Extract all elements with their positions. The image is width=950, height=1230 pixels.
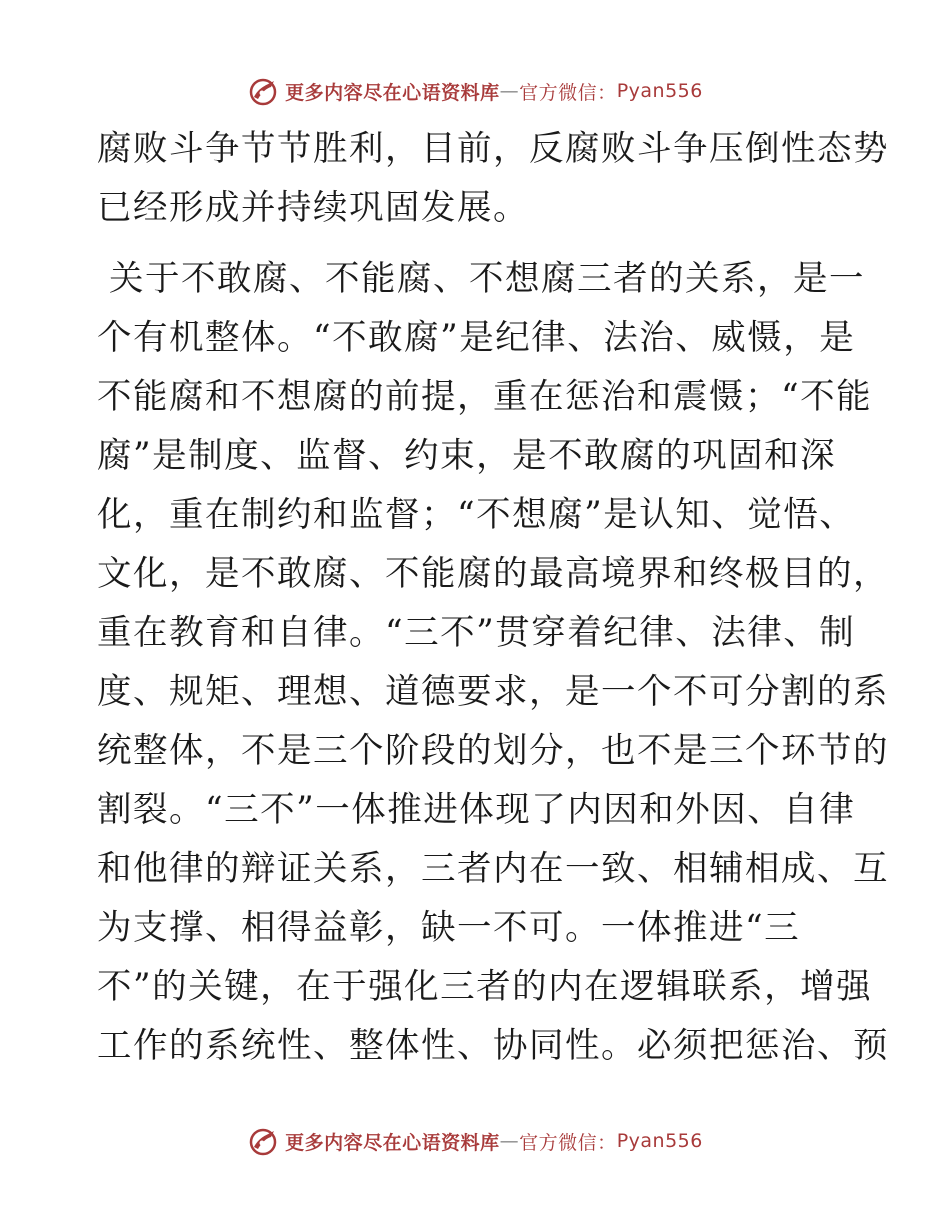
header-banner-id: Pyan556 [616,80,703,102]
text-line: 化，重在制约和监督；“不想腐”是认知、觉悟、 [97,495,856,535]
text-line: 腐”是制度、监督、约束，是不敢腐的巩固和深 [97,436,837,476]
paragraph-2 [97,250,889,1076]
text-line: 文化，是不敢腐、不能腐的最高境界和终极目的， [97,554,889,594]
text-line: 割裂。“三不”一体推进体现了内因和外因、自律 [97,790,856,830]
text-line: 腐败斗争节节胜利，目前，反腐败斗争压倒性态势 [97,129,889,169]
brand-logo-icon [247,1125,279,1157]
text-line: 为支撑、相得益彰，缺一不可。一体推进“三 [97,908,801,948]
text-line: 个有机整体。“不敢腐”是纪律、法治、威慑，是 [97,318,856,358]
text-line: 度、规矩、理想、道德要求，是一个不可分割的系 [97,672,889,712]
text-line: 不能腐和不想腐的前提，重在惩治和震慑；“不能 [97,377,873,417]
header-banner-wechat: 官方微信： [519,81,617,104]
header-banner-dash: — [499,80,520,102]
footer-banner-id: Pyan556 [616,1130,703,1152]
text-line: 工作的系统性、整体性、协同性。必须把惩治、预 [97,1026,889,1066]
footer-banner-wechat: 官方微信： [519,1131,617,1154]
text-line: 已经形成并持续巩固发展。 [97,188,529,228]
text-line: 统整体，不是三个阶段的划分，也不是三个环节的 [97,731,889,771]
header-banner-main: 更多内容尽在心语资料库 [285,81,500,104]
text-line: 关于不敢腐、不能腐、不想腐三者的关系，是一 [109,259,865,299]
footer-banner-dash: — [499,1130,520,1152]
paragraph-1 [97,120,889,238]
footer-banner [0,1121,950,1161]
text-line: 不”的关键，在于强化三者的内在逻辑联系，增强 [97,967,873,1007]
header-banner [0,71,950,111]
text-line: 重在教育和自律。“三不”贯穿着纪律、法律、制 [97,613,856,653]
document-body [97,120,889,1076]
footer-banner-main: 更多内容尽在心语资料库 [285,1131,500,1154]
text-line: 和他律的辩证关系，三者内在一致、相辅相成、互 [97,849,889,889]
brand-logo-icon [247,75,279,107]
